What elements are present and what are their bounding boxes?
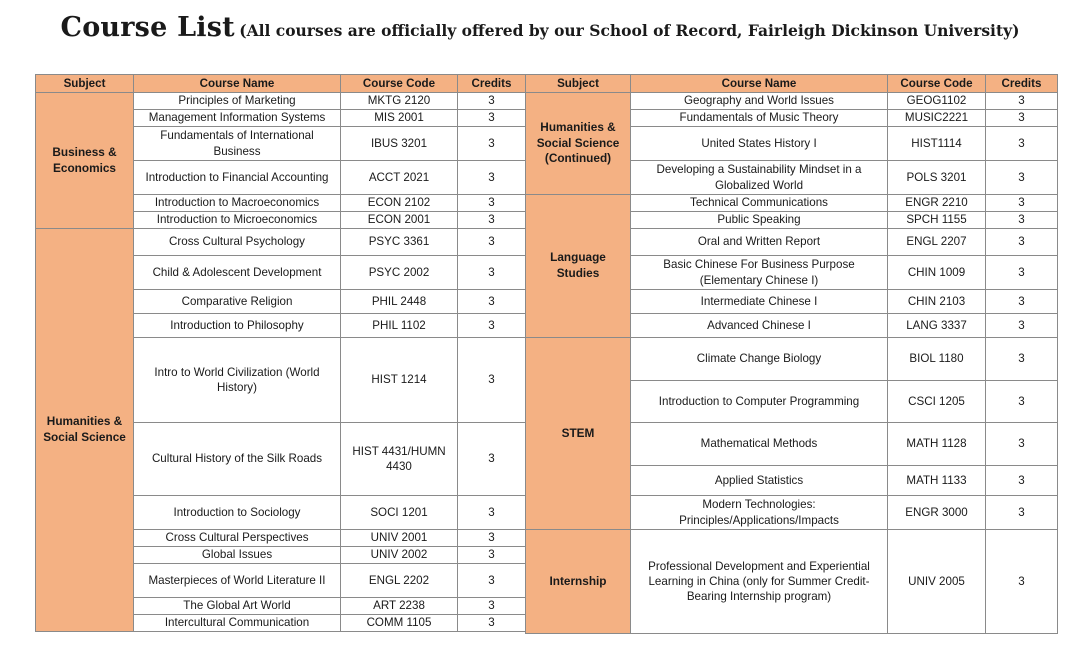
course-code-cell: SOCI 1201 (341, 496, 458, 530)
course-code-cell: IBUS 3201 (341, 127, 458, 161)
course-code-cell: ENGR 3000 (888, 496, 986, 530)
header-course-code: Course Code (888, 75, 986, 93)
course-name-cell: United States History I (631, 127, 888, 161)
course-code-cell: UNIV 2001 (341, 530, 458, 547)
subject-cell: Business & Economics (36, 93, 134, 229)
subject-cell: Humanities & Social Science (36, 229, 134, 632)
credits-cell: 3 (458, 615, 526, 632)
table-row (526, 338, 1058, 381)
credits-cell: 3 (986, 466, 1058, 496)
header-credits: Credits (458, 75, 526, 93)
course-code-cell: MUSIC2221 (888, 110, 986, 127)
header-subject: Subject (36, 75, 134, 93)
credits-cell: 3 (986, 530, 1058, 634)
course-name-cell: Cross Cultural Psychology (134, 229, 341, 256)
course-code-cell: CHIN 1009 (888, 256, 986, 290)
credits-cell: 3 (986, 93, 1058, 110)
header-course-name: Course Name (631, 75, 888, 93)
course-code-cell: COMM 1105 (341, 615, 458, 632)
course-name-cell: Fundamentals of Music Theory (631, 110, 888, 127)
credits-cell: 3 (986, 290, 1058, 314)
credits-cell: 3 (458, 338, 526, 423)
table-row (36, 229, 526, 256)
credits-cell: 3 (986, 229, 1058, 256)
page-title-block (0, 12, 1080, 43)
course-name-cell: Introduction to Sociology (134, 496, 341, 530)
credits-cell: 3 (986, 110, 1058, 127)
course-name-cell: Advanced Chinese I (631, 314, 888, 338)
table-row (526, 195, 1058, 212)
course-code-cell: GEOG1102 (888, 93, 986, 110)
credits-cell: 3 (458, 564, 526, 598)
course-code-cell: ENGL 2207 (888, 229, 986, 256)
credits-cell: 3 (986, 161, 1058, 195)
course-name-cell: Climate Change Biology (631, 338, 888, 381)
course-code-cell: SPCH 1155 (888, 212, 986, 229)
credits-cell: 3 (458, 229, 526, 256)
course-code-cell: HIST1114 (888, 127, 986, 161)
table-row (526, 93, 1058, 110)
credits-cell: 3 (986, 256, 1058, 290)
course-name-cell: Professional Development and Experiential Learning in China (only for Summer Credit-Bearing Internship program) (631, 530, 888, 634)
credits-cell: 3 (986, 314, 1058, 338)
course-name-cell: The Global Art World (134, 598, 341, 615)
course-code-cell: MATH 1133 (888, 466, 986, 496)
page-subtitle: (All courses are officially offered by our School of Record, Fairleigh Dickinson University) (239, 21, 1020, 40)
course-table-right (525, 74, 1058, 634)
credits-cell: 3 (458, 93, 526, 110)
course-code-cell: LANG 3337 (888, 314, 986, 338)
course-name-cell: Developing a Sustainability Mindset in a Globalized World (631, 161, 888, 195)
table-row (526, 530, 1058, 634)
course-name-cell: Fundamentals of International Business (134, 127, 341, 161)
course-code-cell: MKTG 2120 (341, 93, 458, 110)
course-code-cell: PSYC 2002 (341, 256, 458, 290)
course-code-cell: PHIL 1102 (341, 314, 458, 338)
course-code-cell: UNIV 2002 (341, 547, 458, 564)
table-row (36, 93, 526, 110)
course-code-cell: MIS 2001 (341, 110, 458, 127)
course-name-cell: Principles of Marketing (134, 93, 341, 110)
course-code-cell: ACCT 2021 (341, 161, 458, 195)
header-course-code: Course Code (341, 75, 458, 93)
credits-cell: 3 (458, 423, 526, 496)
credits-cell: 3 (458, 161, 526, 195)
course-code-cell: ART 2238 (341, 598, 458, 615)
table-header-row (36, 75, 526, 93)
course-code-cell: ENGL 2202 (341, 564, 458, 598)
credits-cell: 3 (986, 338, 1058, 381)
course-table-left (35, 74, 526, 632)
credits-cell: 3 (986, 212, 1058, 229)
course-name-cell: Intercultural Communication (134, 615, 341, 632)
course-name-cell: Introduction to Macroeconomics (134, 195, 341, 212)
credits-cell: 3 (458, 110, 526, 127)
course-name-cell: Basic Chinese For Business Purpose (Elementary Chinese I) (631, 256, 888, 290)
credits-cell: 3 (458, 127, 526, 161)
credits-cell: 3 (458, 314, 526, 338)
credits-cell: 3 (986, 195, 1058, 212)
course-code-cell: CSCI 1205 (888, 381, 986, 423)
course-name-cell: Masterpieces of World Literature II (134, 564, 341, 598)
header-credits: Credits (986, 75, 1058, 93)
course-code-cell: POLS 3201 (888, 161, 986, 195)
subject-cell: Humanities & Social Science (Continued) (526, 93, 631, 195)
course-name-cell: Public Speaking (631, 212, 888, 229)
course-code-cell: UNIV 2005 (888, 530, 986, 634)
course-name-cell: Introduction to Philosophy (134, 314, 341, 338)
course-name-cell: Geography and World Issues (631, 93, 888, 110)
credits-cell: 3 (458, 547, 526, 564)
credits-cell: 3 (458, 496, 526, 530)
course-code-cell: HIST 1214 (341, 338, 458, 423)
course-name-cell: Introduction to Financial Accounting (134, 161, 341, 195)
page-title: Course List (60, 12, 235, 43)
course-name-cell: Global Issues (134, 547, 341, 564)
course-code-cell: PHIL 2448 (341, 290, 458, 314)
credits-cell: 3 (458, 290, 526, 314)
credits-cell: 3 (458, 256, 526, 290)
course-name-cell: Intermediate Chinese I (631, 290, 888, 314)
course-code-cell: PSYC 3361 (341, 229, 458, 256)
course-name-cell: Cross Cultural Perspectives (134, 530, 341, 547)
course-code-cell: MATH 1128 (888, 423, 986, 466)
credits-cell: 3 (458, 530, 526, 547)
course-name-cell: Oral and Written Report (631, 229, 888, 256)
credits-cell: 3 (986, 423, 1058, 466)
credits-cell: 3 (458, 598, 526, 615)
credits-cell: 3 (458, 195, 526, 212)
course-code-cell: CHIN 2103 (888, 290, 986, 314)
course-code-cell: ECON 2102 (341, 195, 458, 212)
subject-cell: Internship (526, 530, 631, 634)
table-header-row (526, 75, 1058, 93)
course-name-cell: Cultural History of the Silk Roads (134, 423, 341, 496)
course-code-cell: HIST 4431/HUMN 4430 (341, 423, 458, 496)
course-name-cell: Modern Technologies: Principles/Applications/Impacts (631, 496, 888, 530)
course-name-cell: Applied Statistics (631, 466, 888, 496)
credits-cell: 3 (986, 127, 1058, 161)
course-name-cell: Introduction to Computer Programming (631, 381, 888, 423)
course-name-cell: Introduction to Microeconomics (134, 212, 341, 229)
course-code-cell: ECON 2001 (341, 212, 458, 229)
course-name-cell: Management Information Systems (134, 110, 341, 127)
course-name-cell: Mathematical Methods (631, 423, 888, 466)
course-code-cell: BIOL 1180 (888, 338, 986, 381)
subject-cell: STEM (526, 338, 631, 530)
credits-cell: 3 (986, 381, 1058, 423)
header-subject: Subject (526, 75, 631, 93)
subject-cell: Language Studies (526, 195, 631, 338)
course-code-cell: ENGR 2210 (888, 195, 986, 212)
credits-cell: 3 (986, 496, 1058, 530)
course-name-cell: Technical Communications (631, 195, 888, 212)
course-name-cell: Child & Adolescent Development (134, 256, 341, 290)
course-name-cell: Intro to World Civilization (World History) (134, 338, 341, 423)
credits-cell: 3 (458, 212, 526, 229)
header-course-name: Course Name (134, 75, 341, 93)
course-name-cell: Comparative Religion (134, 290, 341, 314)
